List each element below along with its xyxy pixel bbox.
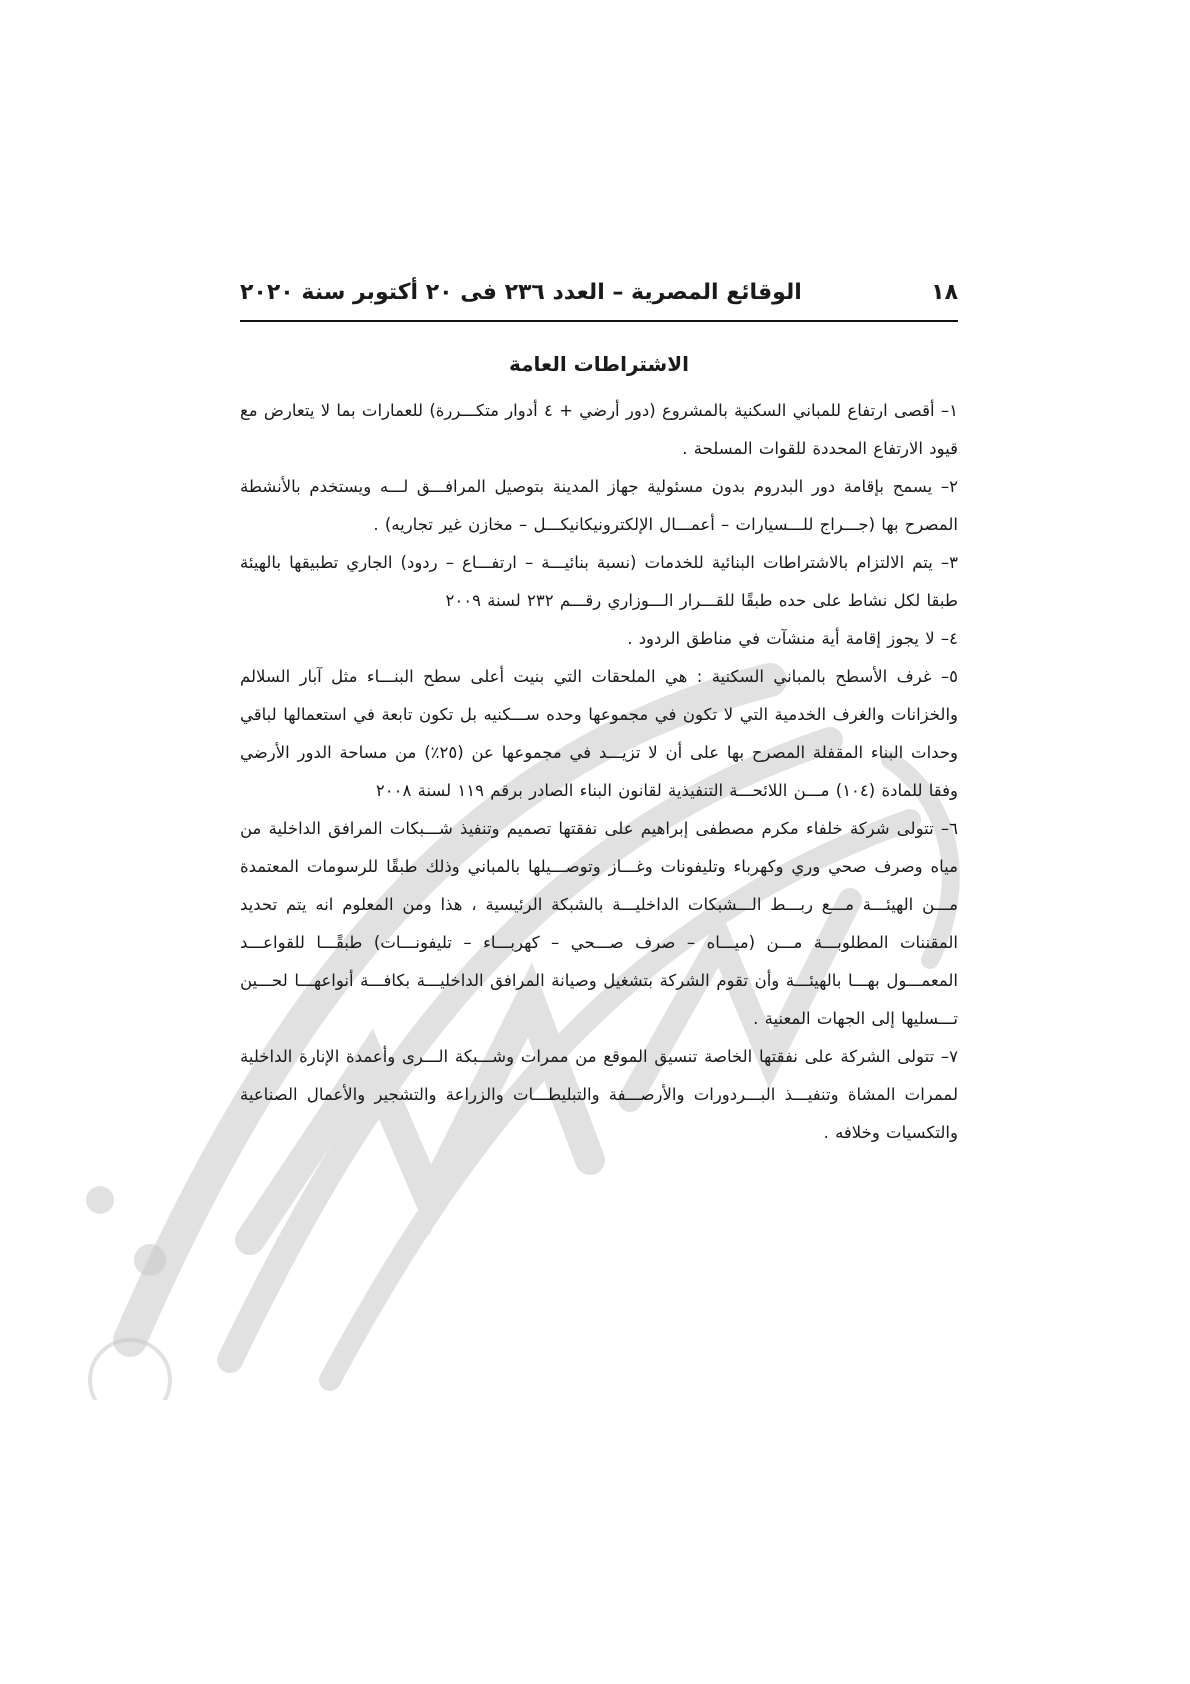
paragraph-6: ٦– تتولى شركة خلفاء مكرم مصطفى إبراهيم على نفقتها تصميم وتنفيذ شـــبكات المرافق الداخلية من مياه وصرف صحي وري وكهرباء وتليفونات وغـــاز وتوصـــيلها بالمباني وذلك طبقًا للرسومات المعتمدة مـــن الهيئـــة مـــع ربـــط الـــشبكات الداخليـــة بالشبكة الرئيسية ، هذا ومن المعلوم انه يتم تحديد المقننات المطلوبـــة مـــن (ميـــاه – صرف صـــحي – كهربـــاء – تليفونـــات) طبقًـــا للقواعـــد المعمـــول بهـــا بالهيئـــة وأن تقوم الشركة بتشغيل وصيانة المرافق الداخليـــة بكافـــة أنواعهـــا لحـــين تـــسليها إلى الجهات المعنية . [240, 819, 958, 1028]
paragraph-1: ١– أقصى ارتفاع للمباني السكنية بالمشروع (دور أرضي + ٤ أدوار متكـــررة) للعمارات بما لا يتعارض مع قيود الارتفاع المحددة للقوات المسلحة . [240, 401, 958, 458]
paragraph-5: ٥– غرف الأسطح بالمباني السكنية : هي الملحقات التي بنيت أعلى سطح البنـــاء مثل آبار السلالم والخزانات والغرف الخدمية التي لا تكون في مجموعها وحده ســـكنيه بل تكون تابعة في استعمالها لباقي وحدات البناء المقفلة المصرح بها على أن لا تزيـــد في مجموعها عن (٢٥٪) من مساحة الدور الأرضي وفقا للمادة (١٠٤) مـــن اللائحـــة التنفيذية لقانون البناء الصادر برقم ١١٩ لسنة ٢٠٠٨ [240, 667, 959, 800]
gazette-title: الوقائع المصرية – العدد ٢٣٦ فى ٢٠ أكتوبر سنة ٢٠٢٠ [240, 279, 802, 305]
document-page [240, 0, 958, 1684]
document-body [240, 392, 958, 1152]
paragraph-4: ٤– لا يجوز إقامة أية منشآت في مناطق الردود . [627, 629, 958, 648]
paragraph-2: ٢– يسمح بإقامة دور البدروم بدون مسئولية جهاز المدينة بتوصيل المرافـــق لـــه ويستخدم بالأنشطة المصرح بها (جـــراج للـــسيارات – أعمـــال الإلكترونيكانيكـــل – مخازن غير تجاريه) . [240, 477, 958, 534]
paragraph-7: ٧– تتولى الشركة على نفقتها الخاصة تنسيق الموقع من ممرات وشـــبكة الـــرى وأعمدة الإنارة الداخلية لممرات المشاة وتنفيـــذ البـــردورات والأرصـــفة والتبليطـــات والزراعة والتشجير والأعمال الصناعية والتكسيات وخلافه . [240, 1047, 958, 1142]
paragraph-3: ٣– يتم الالتزام بالاشتراطات البنائية للخدمات (نسبة بنائيـــة – ارتفـــاع – ردود) الجاري تطبيقها بالهيئة طبقا لكل نشاط على حده طبقًا للقـــرار الـــوزاري رقـــم ٢٣٢ لسنة ٢٠٠٩ [240, 553, 958, 610]
section-title: الاشتراطات العامة [509, 352, 689, 376]
page-header [240, 272, 958, 312]
header-divider [240, 320, 958, 322]
page-number: ١٨ [931, 279, 958, 305]
